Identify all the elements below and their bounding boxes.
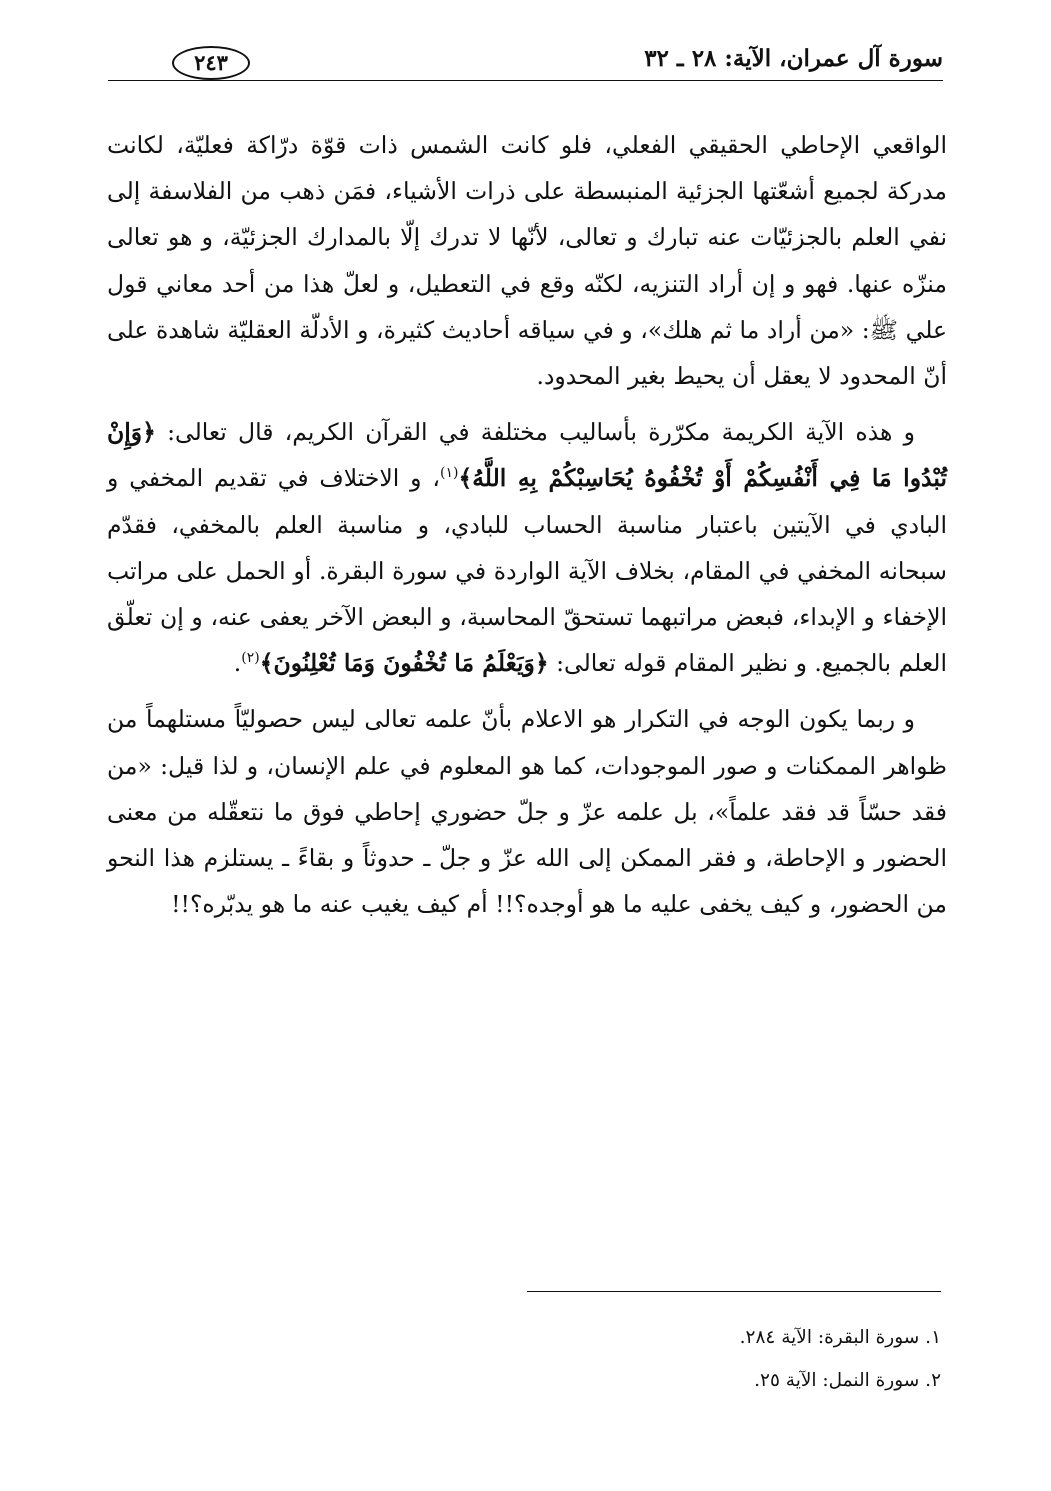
page-header [108, 40, 943, 84]
running-header-title: سورة آل عمران، الآية: ٢٨ ـ ٣٢ [644, 45, 943, 72]
quran-verse: ﴿وَيَعْلَمُ مَا تُخْفُونَ وَمَا تُعْلِنُونَ﴾ [259, 649, 549, 678]
paragraph-text: و ربما يكون الوجه في التكرار هو الاعلام بأنّ علمه تعالى ليس حصوليّاً مستلهماً من ظواهر الممكنات و صور الموجودات، كما هو المعلوم في علم الإنسان، و لذا قيل: «من فقد حسّاً قد فقد علماً»، بل علمه عزّ و جلّ حضوري إحاطي فوق ما نتعقّله من معنى الحضور و الإحاطة، و فقر الممكن إلى الله عزّ و جلّ ـ حدوثاً و بقاءً ـ يستلزم هذا النحو من الحضور، و كيف يخفى عليه ما هو أوجده؟!! أم كيف يغيب عنه ما هو يدبّره؟!! [107, 705, 947, 919]
paragraph [107, 122, 947, 399]
paragraph [107, 696, 947, 927]
footnote-reference: (٢) [241, 650, 260, 667]
footnote-divider [527, 1291, 941, 1292]
paragraph-text: . [233, 649, 242, 678]
footnote-item: ١. سورة البقرة: الآية ٢٨٤. [739, 1327, 941, 1348]
paragraph-text: الواقعي الإحاطي الحقيقي الفعلي، فلو كانت الشمس ذات قوّة درّاكة فعليّة، لكانت مدركة لجميع أشعّتها الجزئية المنبسطة على ذرات الأشياء، فمَن ذهب من الفلاسفة إلى نفي العلم بالجزئيّات عنه تبارك و تعالى، لأنّها لا تدرك إلّا بالمدارك الجزئيّة، و هو تعالى منزّه عنها. فهو و إن أراد التنزيه، لكنّه وقع في التعطيل، و لعلّ هذا من أحد معاني قول علي ﷺ: «من أراد ما ثم هلك»، و في سياقه أحاديث كثيرة، و الأدلّة العقليّة شاهدة على أنّ المحدود لا يعقل أن يحيط بغير المحدود. [107, 131, 947, 391]
paragraph [107, 409, 947, 686]
footnote-reference: (١) [439, 465, 459, 482]
paragraph-text: ، و الاختلاف في تقديم المخفي و البادي في الآيتين باعتبار مناسبة الحساب للبادي، و مناسبة العلم بالمخفي، فقدّم سبحانه المخفي في المقام، بخلاف الآية الواردة في سورة البقرة. أو الحمل على مراتب الإخفاء و الإبداء، فبعض مراتبهما تستحقّ المحاسبة، و البعض الآخر يعفى عنه، و إن تعلّق العلم بالجميع. و نظير المقام قوله تعالى: [107, 464, 947, 678]
footnote-item: ٢. سورة النمل: الآية ٢٥. [754, 1370, 941, 1391]
main-text [107, 122, 947, 927]
footnotes [241, 1316, 941, 1402]
page-number-badge: ٢٤٣ [172, 46, 250, 80]
paragraph-text: و هذه الآية الكريمة مكرّرة بأساليب مختلفة في القرآن الكريم، قال تعالى: [155, 418, 915, 447]
header-divider [108, 80, 943, 81]
quran-verse: ﴿وَإِنْ تُبْدُوا مَا فِي أَنْفُسِكُمْ أَوْ تُخْفُوهُ يُحَاسِبْكُمْ بِهِ اللَّهُ﴾ [107, 418, 948, 493]
